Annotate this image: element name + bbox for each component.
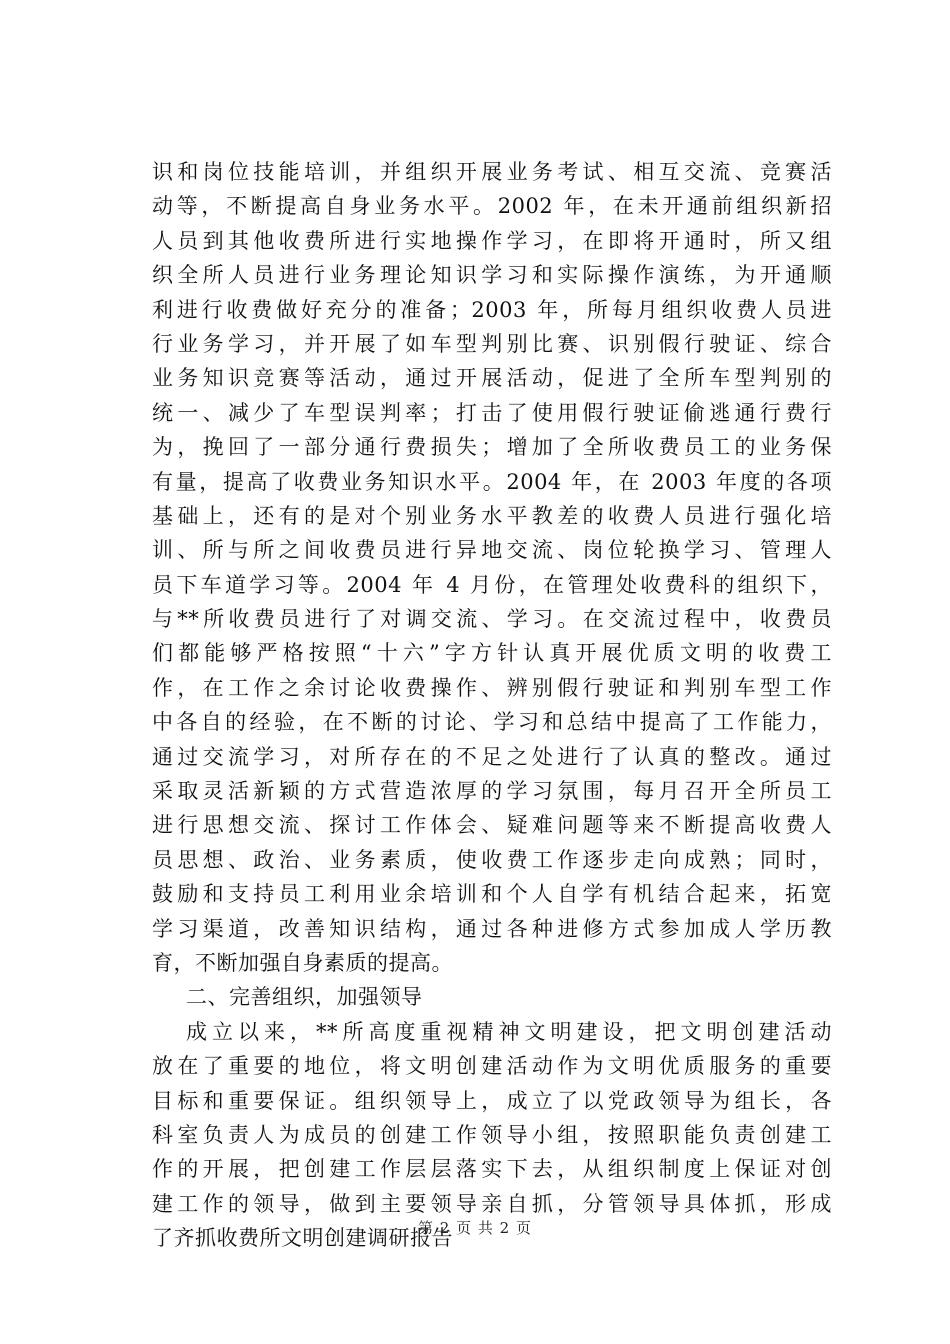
text-line: 行业务学习，并开展了如车型判别比赛、识别假行驶证、综合 xyxy=(152,331,832,356)
text-line: 放在了重要的地位，将文明创建活动作为文明优质服务的重要 xyxy=(152,1054,832,1079)
document-body xyxy=(152,155,832,1256)
text-line: 育，不断加强自身素质的提高。 xyxy=(152,950,453,975)
text-line: 科室负责人为成员的创建工作领导小组，按照职能负责创建工 xyxy=(152,1122,832,1147)
text-line: 业务知识竞赛等活动，通过开展活动，促进了全所车型判别的 xyxy=(152,366,832,391)
text-line: 识和岗位技能培训，并组织开展业务考试、相互交流、竞赛活 xyxy=(152,160,832,184)
text-line: 利进行收费做好充分的准备；2003 年，所每月组织收费人员进 xyxy=(152,297,832,322)
text-line: 动等，不断提高自身业务水平。2002 年，在未开通前组织新招 xyxy=(152,194,832,219)
text-line: 员下车道学习等。2004 年 4 月份，在管理处收费科的组织下， xyxy=(152,572,832,597)
text-line: 员思想、政治、业务素质，使收费工作逐步走向成熟；同时， xyxy=(152,847,832,872)
text-line: 织全所人员进行业务理论知识学习和实际操作演练，为开通顺 xyxy=(152,263,832,288)
text-line: 训、所与所之间收费员进行异地交流、岗位轮换学习、管理人 xyxy=(152,538,832,563)
text-line: 作，在工作之余讨论收费操作、辨别假行驶证和判别车型工作 xyxy=(152,675,832,700)
text-line: 为，挽回了一部分通行费损失；增加了全所收费员工的业务保 xyxy=(152,435,832,460)
text-line: 人员到其他收费所进行实地操作学习，在即将开通时，所又组 xyxy=(152,228,832,253)
text-line: 鼓励和支持员工利用业余培训和个人自学有机结合起来，拓宽 xyxy=(152,882,832,907)
section-heading: 二、完善组织，加强领导 xyxy=(186,985,423,1010)
text-line: 作的开展，把创建工作层层落实下去，从组织制度上保证对创 xyxy=(152,1157,832,1182)
text-line: 有量，提高了收费业务知识水平。2004 年，在 2003 年度的各项 xyxy=(152,469,832,494)
text-line: 目标和重要保证。组织领导上，成立了以党政领导为组长，各 xyxy=(152,1088,832,1113)
text-line: 们都能够严格按照“十六”字方针认真开展优质文明的收费工 xyxy=(152,641,832,666)
text-line: 中各自的经验，在不断的讨论、学习和总结中提高了工作能力， xyxy=(152,710,832,735)
text-line: 学习渠道，改善知识结构，通过各种进修方式参加成人学历教 xyxy=(152,916,832,941)
text-line: 成立以来，**所高度重视精神文明建设，把文明创建活动 xyxy=(186,1019,832,1044)
text-line: 建工作的领导，做到主要领导亲自抓，分管领导具体抓，形成 xyxy=(152,1191,832,1216)
text-line: 进行思想交流、探讨工作体会、疑难问题等来不断提高收费人 xyxy=(152,813,832,838)
text-line: 通过交流学习，对所存在的不足之处进行了认真的整改。通过 xyxy=(152,744,832,769)
paragraph-1 xyxy=(152,155,832,980)
text-line: 与**所收费员进行了对调交流、学习。在交流过程中，收费员 xyxy=(152,607,832,632)
page-footer: 第 2 页 共 2 页 xyxy=(418,1219,532,1237)
text-line: 统一、减少了车型误判率；打击了使用假行驶证偷逃通行费行 xyxy=(152,400,832,425)
text-line: 了齐抓收费所文明创建调研报告 xyxy=(152,1226,453,1251)
text-line: 基础上，还有的是对个别业务水平教差的收费人员进行强化培 xyxy=(152,503,832,528)
text-line: 采取灵活新颖的方式营造浓厚的学习氛围，每月召开全所员工 xyxy=(152,779,832,804)
